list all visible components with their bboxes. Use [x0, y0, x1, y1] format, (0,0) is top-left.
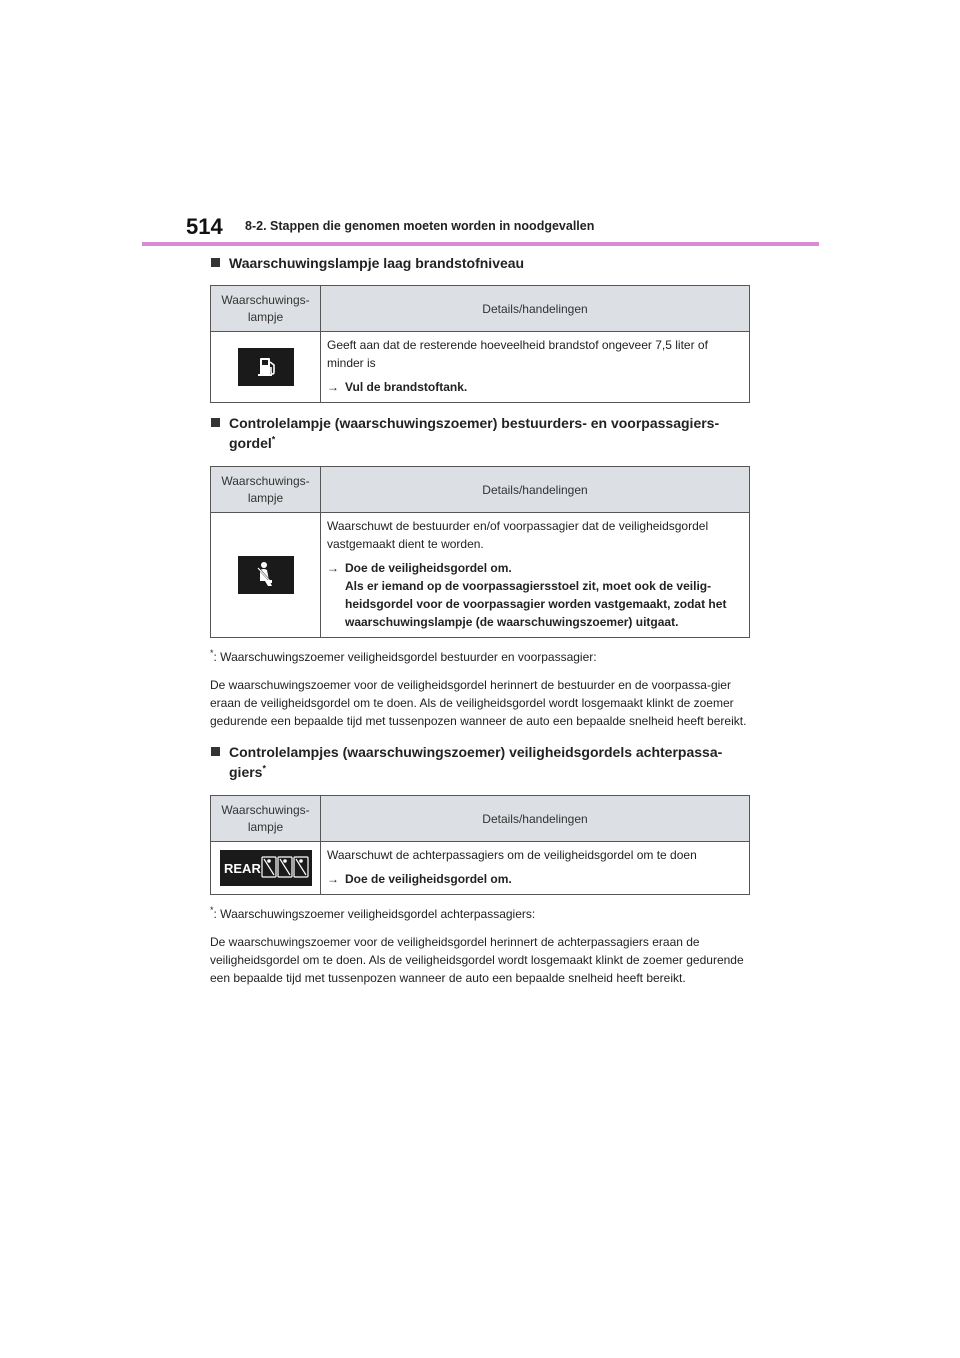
icon-cell: [211, 842, 321, 895]
page-content: [210, 252, 750, 987]
action-line: [327, 559, 741, 631]
rear-label: REAR: [223, 861, 261, 876]
icon-cell: [211, 332, 321, 403]
bullet-square-icon: [211, 747, 220, 756]
front-seatbelt-table: [210, 466, 750, 638]
section-title-words: Controlelampjes (waarschuwingszoemer) veiligheidsgordels achterpassa-giers: [229, 744, 723, 780]
action-line: [327, 378, 741, 396]
footnote-marker: *: [210, 648, 214, 658]
details-cell: [321, 842, 750, 895]
action-text: Doe de veiligheidsgordel om. Als er iemand op de voorpassagiersstoel zit, moet ook de veilig-heidsgordel voor de voorpassagier worden vastgemaakt, zodat het waarschuwingslampje (de waarschuwingszoemer) uitgaat.: [345, 561, 727, 629]
column-header-lamp: Waarschuwings- lampje: [211, 286, 321, 332]
page-number: 514: [186, 214, 223, 239]
column-header-lamp: Waarschuwings- lampje: [211, 467, 321, 513]
icon-cell: [211, 513, 321, 638]
arrow-icon: →: [327, 380, 339, 394]
header-divider: [142, 242, 819, 246]
column-header-details: Details/handelingen: [321, 286, 750, 332]
details-cell: [321, 513, 750, 638]
column-header-details: Details/handelingen: [321, 467, 750, 513]
column-header-lamp: Waarschuwings- lampje: [211, 796, 321, 842]
section-title-text: [229, 413, 750, 453]
action-text: Doe de veiligheidsgordel om.: [345, 872, 512, 886]
footnote-marker: *: [210, 905, 214, 915]
section-title-words: Controlelampje (waarschuwingszoemer) bestuurders- en voorpassagiers-gordel: [229, 415, 720, 451]
section-title-text: [229, 742, 750, 782]
footnote: [210, 648, 750, 666]
section-title-front-seatbelt: [210, 413, 750, 453]
footnote-text: : Waarschuwingszoemer veiligheidsgordel bestuurder en voorpassagier:: [213, 650, 597, 664]
chapter-title: 8-2. Stappen die genomen moeten worden in noodgevallen: [245, 219, 595, 233]
footnote-marker: *: [262, 763, 266, 774]
description-text: Waarschuwt de bestuurder en/of voorpassagier dat de veiligheidsgordel vastgemaakt dient te worden.: [327, 519, 709, 551]
fuel-pump-icon: [238, 348, 294, 386]
footnote-marker: *: [271, 434, 276, 445]
action-text: Vul de brandstoftank.: [345, 380, 468, 394]
paragraph: De waarschuwingszoemer voor de veiligheidsgordel herinnert de achterpassagiers eraan de veiligheidsgordel om te doen. Als de veiligheidsgordel wordt losgemaakt klinkt de zoemer gedurende een bepaalde tijd met tussenpozen wanneer de auto een bepaalde snelheid heeft bereikt.: [210, 935, 744, 985]
bullet-square-icon: [211, 258, 220, 267]
description-text: Waarschuwt de achterpassagiers om de veiligheidsgordel om te doen: [327, 848, 697, 862]
paragraph: De waarschuwingszoemer voor de veiligheidsgordel herinnert de bestuurder en de voorpassa-gier eraan de veiligheidsgordel om te doen. Als de veiligheidsgordel wordt losgemaakt klinkt de zoemer gedurende een bepaalde tijd met tussenpozen wanneer de auto een bepaalde snelheid heeft bereikt.: [210, 678, 747, 728]
section-title-rear-seatbelt: [210, 742, 750, 782]
action-line: [327, 870, 741, 888]
seatbelt-icon: [238, 556, 294, 594]
footnote: [210, 905, 750, 923]
section-title-text: Waarschuwingslampje laag brandstofniveau: [229, 255, 525, 271]
bullet-square-icon: [211, 418, 220, 427]
page-header: [0, 0, 960, 250]
footnote-text: : Waarschuwingszoemer veiligheidsgordel achterpassagiers:: [213, 907, 536, 921]
description-text: Geeft aan dat de resterende hoeveelheid brandstof ongeveer 7,5 liter of minder is: [327, 338, 708, 370]
section-title-fuel: [210, 253, 750, 273]
column-header-details: Details/handelingen: [321, 796, 750, 842]
rear-seatbelt-table: [210, 795, 750, 895]
arrow-icon: →: [327, 561, 339, 575]
rear-seatbelt-icon: [220, 850, 312, 886]
fuel-warning-table: [210, 285, 750, 403]
details-cell: [321, 332, 750, 403]
arrow-icon: →: [327, 872, 339, 886]
